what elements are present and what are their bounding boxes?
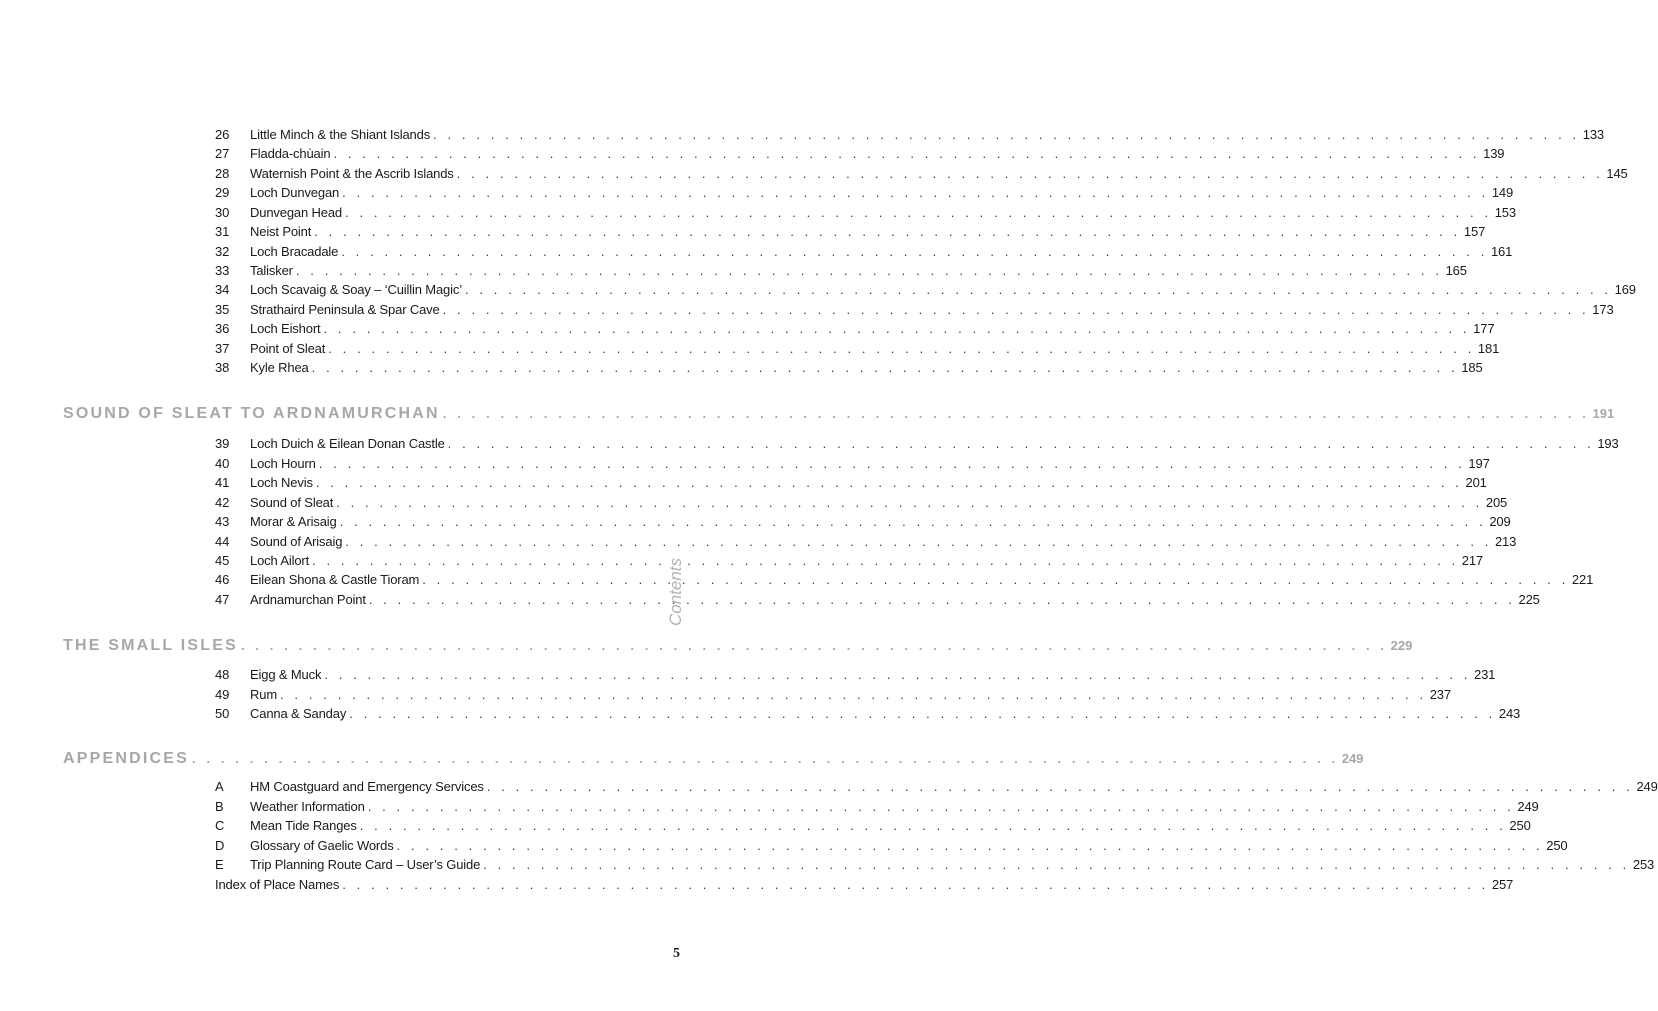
entry-page-number: 173	[1592, 302, 1614, 317]
entry-number: 50	[215, 706, 230, 721]
dot-leader: . . . . . . . . . . . . . . . . . . . . . . . . . . . . . . . . . . . . . . . . . . . . . . . . . . . . . . . . . . . . . . . . . . . . . . . . . . . . . . . .	[339, 514, 1487, 529]
entry-number: 26	[215, 127, 230, 142]
entry-number: A	[215, 779, 224, 794]
toc-entry[interactable]	[215, 875, 1514, 894]
entry-title: Dunvegan Head	[250, 205, 343, 220]
dot-leader: . . . . . . . . . . . . . . . . . . . . . . . . . . . . . . . . . . . . . . . . . . . . . . . . . . . . . . . . . . . . . . . . . . . . . . . . . . . . . . . .	[314, 224, 1461, 239]
dot-leader: . . . . . . . . . . . . . . . . . . . . . . . . . . . . . . . . . . . . . . . . . . . . . . . . . . . . . . . . . . . . . . . . . . . . . . . . . . . . . . . .	[456, 166, 1604, 181]
section-heading[interactable]	[63, 750, 1364, 774]
dot-leader: . . . . . . . . . . . . . . . . . . . . . . . . . . . . . . . . . . . . . . . . . . . . . . . . . . . . . . . . . . . . . . . . . . . . . . . . . . . . . . . .	[396, 838, 1544, 853]
entry-title: Loch Nevis	[250, 475, 313, 490]
entry-title: Eigg & Muck	[250, 667, 322, 682]
entry-page-number: 165	[1445, 263, 1467, 278]
entry-title: Strathaird Peninsula & Spar Cave	[250, 302, 440, 317]
entry-page-number: 225	[1518, 592, 1540, 607]
toc-entry[interactable]	[215, 797, 1539, 816]
entry-number: C	[215, 818, 225, 833]
section-page-number: 191	[1592, 406, 1615, 421]
section-title: APPENDICES	[63, 750, 190, 767]
entry-title: Glossary of Gaelic Words	[250, 838, 394, 853]
dot-leader: . . . . . . . . . . . . . . . . . . . . . . . . . . . . . . . . . . . . . . . . . . . . . . . . . . . . . . . . . . . . . . . . . . . . . . . . . . . . . . . .	[323, 321, 1471, 336]
dot-leader: . . . . . . . . . . . . . . . . . . . . . . . . . . . . . . . . . . . . . . . . . . . . . . . . . . . . . . . . . . . . . . . . . . . . . . . . . . . . . . . .	[318, 456, 1466, 471]
dot-leader: . . . . . . . . . . . . . . . . . . . . . . . . . . . . . . . . . . . . . . . . . . . . . . . . . . . . . . . . . . . . . . . . . . . . . . . . . . . . . . . .	[483, 857, 1630, 872]
entry-page-number: 213	[1494, 534, 1517, 549]
entry-number: 40	[215, 456, 230, 471]
entry-title: Ardnamurchan Point	[250, 592, 366, 607]
entry-number: 41	[215, 475, 230, 490]
entry-number: 27	[215, 146, 230, 161]
entry-number: 43	[215, 514, 230, 529]
entry-page-number: 133	[1582, 127, 1604, 142]
entry-title: Sound of Sleat	[250, 495, 334, 510]
entry-page-number: 250	[1546, 838, 1568, 853]
entry-title: Waternish Point & the Ascrib Islands	[250, 166, 454, 181]
entry-number: 29	[215, 185, 230, 200]
entry-number: 47	[215, 592, 230, 607]
toc-entry[interactable]	[215, 242, 1513, 261]
entry-title: Kyle Rhea	[250, 360, 309, 375]
entry-title: Little Minch & the Shiant Islands	[250, 127, 431, 142]
entry-title: Trip Planning Route Card – User’s Guide	[250, 857, 481, 872]
entry-number: 45	[215, 553, 230, 568]
entry-number: E	[215, 857, 224, 872]
entry-number: B	[215, 799, 224, 814]
section-title: THE SMALL ISLES	[63, 637, 238, 654]
toc-entry[interactable]	[215, 836, 1568, 855]
toc-entry[interactable]	[215, 855, 1655, 874]
dot-leader: . . . . . . . . . . . . . . . . . . . . . . . . . . . . . . . . . . . . . . . . . . . . . . . . . . . . . . . . . . . . . . . . . . . . . . . . . . . . . . . .	[295, 263, 1443, 278]
entry-number: 42	[215, 495, 230, 510]
entry-number: 44	[215, 534, 230, 549]
entry-number: 37	[215, 341, 230, 356]
toc-entry[interactable]	[215, 551, 1483, 570]
section-heading[interactable]	[63, 637, 1413, 661]
entry-page-number: 145	[1606, 166, 1628, 181]
dot-leader: . . . . . . . . . . . . . . . . . . . . . . . . . . . . . . . . . . . . . . . . . . . . . . . . . . . . . . . . . . . . . . . . . . . . . . . . . . . . . . . .	[422, 572, 1569, 587]
entry-page-number: 201	[1465, 475, 1487, 490]
entry-title: Talisker	[250, 263, 293, 278]
entry-title: Fladda-chùain	[250, 146, 331, 161]
entry-page-number: 243	[1498, 706, 1521, 721]
entry-page-number: 169	[1614, 282, 1636, 297]
dot-leader: . . . . . . . . . . . . . . . . . . . . . . . . . . . . . . . . . . . . . . . . . . . . . . . . . . . . . . . . . . . . . . . . . . . . . . . . . . . . . . . .	[442, 302, 1590, 317]
entry-title: Sound of Arisaig	[250, 534, 343, 549]
entry-title: Loch Duich & Eilean Donan Castle	[250, 436, 445, 451]
toc-entry[interactable]	[215, 570, 1594, 589]
entry-title: Loch Hourn	[250, 456, 316, 471]
entry-number: 28	[215, 166, 230, 181]
entry-title: Loch Ailort	[250, 553, 310, 568]
dot-leader: . . . . . . . . . . . . . . . . . . . . . . . . . . . . . . . . . . . . . . . . . . . . . . . . . . . . . . . . . . . . . . . . . . . . . . . . . . . . . . . .	[447, 436, 1595, 451]
toc-entry[interactable]	[215, 454, 1490, 473]
side-tab-label: Contents	[666, 557, 686, 627]
toc-entry[interactable]	[215, 144, 1505, 163]
entry-page-number: 185	[1461, 360, 1483, 375]
entry-title: Weather Information	[250, 799, 365, 814]
dot-leader: . . . . . . . . . . . . . . . . . . . . . . . . . . . . . . . . . . . . . . . . . . . . . . . . . . . . . . . . . . . . . . . . . . . . . . . . . . . . . . . .	[341, 244, 1488, 259]
entry-title: Eilean Shona & Castle Tioram	[250, 572, 420, 587]
dot-leader: . . . . . . . . . . . . . . . . . . . . . . . . . . . . . . . . . . . . . . . . . . . . . . . . . . . . . . . . . . . . . . . . . . . . . . . . . . . . . . . .	[311, 360, 1459, 375]
toc-entry[interactable]	[215, 280, 1636, 299]
toc-entry[interactable]	[215, 319, 1495, 338]
section-page-number: 249	[1341, 751, 1364, 766]
entry-number: 30	[215, 205, 230, 220]
entry-number: 31	[215, 224, 230, 239]
entry-page-number: 149	[1491, 185, 1514, 200]
entry-page-number: 153	[1494, 205, 1516, 220]
entry-page-number: 181	[1477, 341, 1500, 356]
toc-entry[interactable]	[215, 590, 1540, 609]
toc-entry[interactable]	[215, 512, 1511, 531]
dot-leader: . . . . . . . . . . . . . . . . . . . . . . . . . . . . . . . . . . . . . . . . . . . . . . . . . . . . . . . . . . . . . . . . . . . . . . . . . . . . . . . .	[192, 751, 1339, 766]
entry-page-number: 250	[1509, 818, 1531, 833]
entry-number: 34	[215, 282, 230, 297]
toc-entry[interactable]	[215, 203, 1516, 222]
dot-leader: . . . . . . . . . . . . . . . . . . . . . . . . . . . . . . . . . . . . . . . . . . . . . . . . . . . . . . . . . . . . . . . . . . . . . . . . . . . . . . . .	[312, 553, 1459, 568]
toc-entry[interactable]	[215, 164, 1628, 183]
section-heading[interactable]	[63, 405, 1615, 429]
section-page-number: 229	[1390, 638, 1413, 653]
dot-leader: . . . . . . . . . . . . . . . . . . . . . . . . . . . . . . . . . . . . . . . . . . . . . . . . . . . . . . . . . . . . . . . . . . . . . . . . . . . . . . . .	[442, 406, 1590, 421]
entry-page-number: 249	[1517, 799, 1539, 814]
dot-leader: . . . . . . . . . . . . . . . . . . . . . . . . . . . . . . . . . . . . . . . . . . . . . . . . . . . . . . . . . . . . . . . . . . . . . . . . . . . . . . . .	[345, 205, 1492, 220]
toc-entry[interactable]	[215, 532, 1517, 551]
dot-leader: . . . . . . . . . . . . . . . . . . . . . . . . . . . . . . . . . . . . . . . . . . . . . . . . . . . . . . . . . . . . . . . . . . . . . . . . . . . . . . . .	[367, 799, 1515, 814]
entry-title: Morar & Arisaig	[250, 514, 337, 529]
toc-entry[interactable]	[215, 816, 1531, 835]
entry-title: Mean Tide Ranges	[250, 818, 357, 833]
dot-leader: . . . . . . . . . . . . . . . . . . . . . . . . . . . . . . . . . . . . . . . . . . . . . . . . . . . . . . . . . . . . . . . . . . . . . . . . . . . . . . . .	[433, 127, 1580, 142]
entry-title: Point of Sleat	[250, 341, 326, 356]
entry-number: D	[215, 838, 225, 853]
toc-entry[interactable]	[215, 339, 1500, 358]
entry-number: 32	[215, 244, 230, 259]
entry-number: 38	[215, 360, 230, 375]
toc-entry[interactable]	[215, 665, 1496, 684]
toc-entry[interactable]	[215, 704, 1521, 723]
entry-number: 33	[215, 263, 230, 278]
entry-page-number: 257	[1491, 877, 1514, 892]
entry-page-number: 217	[1461, 553, 1483, 568]
dot-leader: . . . . . . . . . . . . . . . . . . . . . . . . . . . . . . . . . . . . . . . . . . . . . . . . . . . . . . . . . . . . . . . . . . . . . . . . . . . . . . . .	[342, 185, 1489, 200]
section-side-tab	[664, 555, 688, 629]
toc-entry[interactable]	[215, 300, 1614, 319]
entry-title: Loch Bracadale	[250, 244, 339, 259]
entry-title: Loch Scavaig & Soay – ‘Cuillin Magic’	[250, 282, 462, 297]
toc-entry[interactable]	[215, 183, 1514, 202]
entry-title: Index of Place Names	[215, 877, 340, 892]
dot-leader: . . . . . . . . . . . . . . . . . . . . . . . . . . . . . . . . . . . . . . . . . . . . . . . . . . . . . . . . . . . . . . . . . . . . . . . . . . . . . . . .	[333, 146, 1481, 161]
dot-leader: . . . . . . . . . . . . . . . . . . . . . . . . . . . . . . . . . . . . . . . . . . . . . . . . . . . . . . . . . . . . . . . . . . . . . . . . . . . . . . . .	[328, 341, 1475, 356]
entry-page-number: 221	[1571, 572, 1594, 587]
dot-leader: . . . . . . . . . . . . . . . . . . . . . . . . . . . . . . . . . . . . . . . . . . . . . . . . . . . . . . . . . . . . . . . . . . . . . . . . . . . . . . . .	[324, 667, 1472, 682]
entry-page-number: 157	[1463, 224, 1486, 239]
toc-entry[interactable]	[215, 473, 1487, 492]
dot-leader: . . . . . . . . . . . . . . . . . . . . . . . . . . . . . . . . . . . . . . . . . . . . . . . . . . . . . . . . . . . . . . . . . . . . . . . . . . . . . . . .	[240, 638, 1388, 653]
entry-title: Loch Eishort	[250, 321, 321, 336]
dot-leader: . . . . . . . . . . . . . . . . . . . . . . . . . . . . . . . . . . . . . . . . . . . . . . . . . . . . . . . . . . . . . . . . . . . . . . . . . . . . . . . .	[359, 818, 1507, 833]
entry-page-number: 193	[1597, 436, 1619, 451]
entry-page-number: 209	[1489, 514, 1511, 529]
dot-leader: . . . . . . . . . . . . . . . . . . . . . . . . . . . . . . . . . . . . . . . . . . . . . . . . . . . . . . . . . . . . . . . . . . . . . . . . . . . . . . . .	[280, 687, 1427, 702]
entry-page-number: 205	[1485, 495, 1508, 510]
toc-entry[interactable]	[215, 261, 1467, 280]
entry-title: Canna & Sanday	[250, 706, 347, 721]
toc-entry[interactable]	[215, 222, 1486, 241]
entry-page-number: 139	[1483, 146, 1505, 161]
entry-page-number: 249	[1636, 779, 1658, 794]
entry-title: Loch Dunvegan	[250, 185, 340, 200]
entry-number: 39	[215, 436, 230, 451]
toc-entry[interactable]	[215, 493, 1508, 512]
entry-title: HM Coastguard and Emergency Services	[250, 779, 484, 794]
dot-leader: . . . . . . . . . . . . . . . . . . . . . . . . . . . . . . . . . . . . . . . . . . . . . . . . . . . . . . . . . . . . . . . . . . . . . . . . . . . . . . . .	[349, 706, 1496, 721]
entry-page-number: 253	[1632, 857, 1655, 872]
dot-leader: . . . . . . . . . . . . . . . . . . . . . . . . . . . . . . . . . . . . . . . . . . . . . . . . . . . . . . . . . . . . . . . . . . . . . . . . . . . . . . . .	[315, 475, 1463, 490]
toc-entry[interactable]	[215, 358, 1483, 377]
toc-entry[interactable]	[215, 685, 1451, 704]
dot-leader: . . . . . . . . . . . . . . . . . . . . . . . . . . . . . . . . . . . . . . . . . . . . . . . . . . . . . . . . . . . . . . . . . . . . . . . . . . . . . . . .	[345, 534, 1492, 549]
entry-number: 36	[215, 321, 230, 336]
toc-entry[interactable]	[215, 434, 1619, 453]
dot-leader: . . . . . . . . . . . . . . . . . . . . . . . . . . . . . . . . . . . . . . . . . . . . . . . . . . . . . . . . . . . . . . . . . . . . . . . . . . . . . . . .	[342, 877, 1489, 892]
entry-page-number: 231	[1474, 667, 1496, 682]
entry-page-number: 237	[1429, 687, 1451, 702]
entry-number: 46	[215, 572, 230, 587]
entry-page-number: 161	[1490, 244, 1513, 259]
toc-entry[interactable]	[215, 125, 1604, 144]
dot-leader: . . . . . . . . . . . . . . . . . . . . . . . . . . . . . . . . . . . . . . . . . . . . . . . . . . . . . . . . . . . . . . . . . . . . . . . . . . . . . . . .	[368, 592, 1516, 607]
entry-number: 48	[215, 667, 230, 682]
entry-title: Neist Point	[250, 224, 312, 239]
entry-title: Rum	[250, 687, 277, 702]
dot-leader: . . . . . . . . . . . . . . . . . . . . . . . . . . . . . . . . . . . . . . . . . . . . . . . . . . . . . . . . . . . . . . . . . . . . . . . . . . . . . . . .	[464, 282, 1612, 297]
toc-entry[interactable]	[215, 777, 1658, 796]
entry-number: 35	[215, 302, 230, 317]
dot-leader: . . . . . . . . . . . . . . . . . . . . . . . . . . . . . . . . . . . . . . . . . . . . . . . . . . . . . . . . . . . . . . . . . . . . . . . . . . . . . . . .	[486, 779, 1634, 794]
entry-number: 49	[215, 687, 230, 702]
section-title: SOUND OF SLEAT TO ARDNAMURCHAN	[63, 405, 440, 422]
dot-leader: . . . . . . . . . . . . . . . . . . . . . . . . . . . . . . . . . . . . . . . . . . . . . . . . . . . . . . . . . . . . . . . . . . . . . . . . . . . . . . . .	[336, 495, 1483, 510]
entry-page-number: 197	[1468, 456, 1490, 471]
page-number: 5	[673, 946, 680, 961]
entry-page-number: 177	[1473, 321, 1495, 336]
